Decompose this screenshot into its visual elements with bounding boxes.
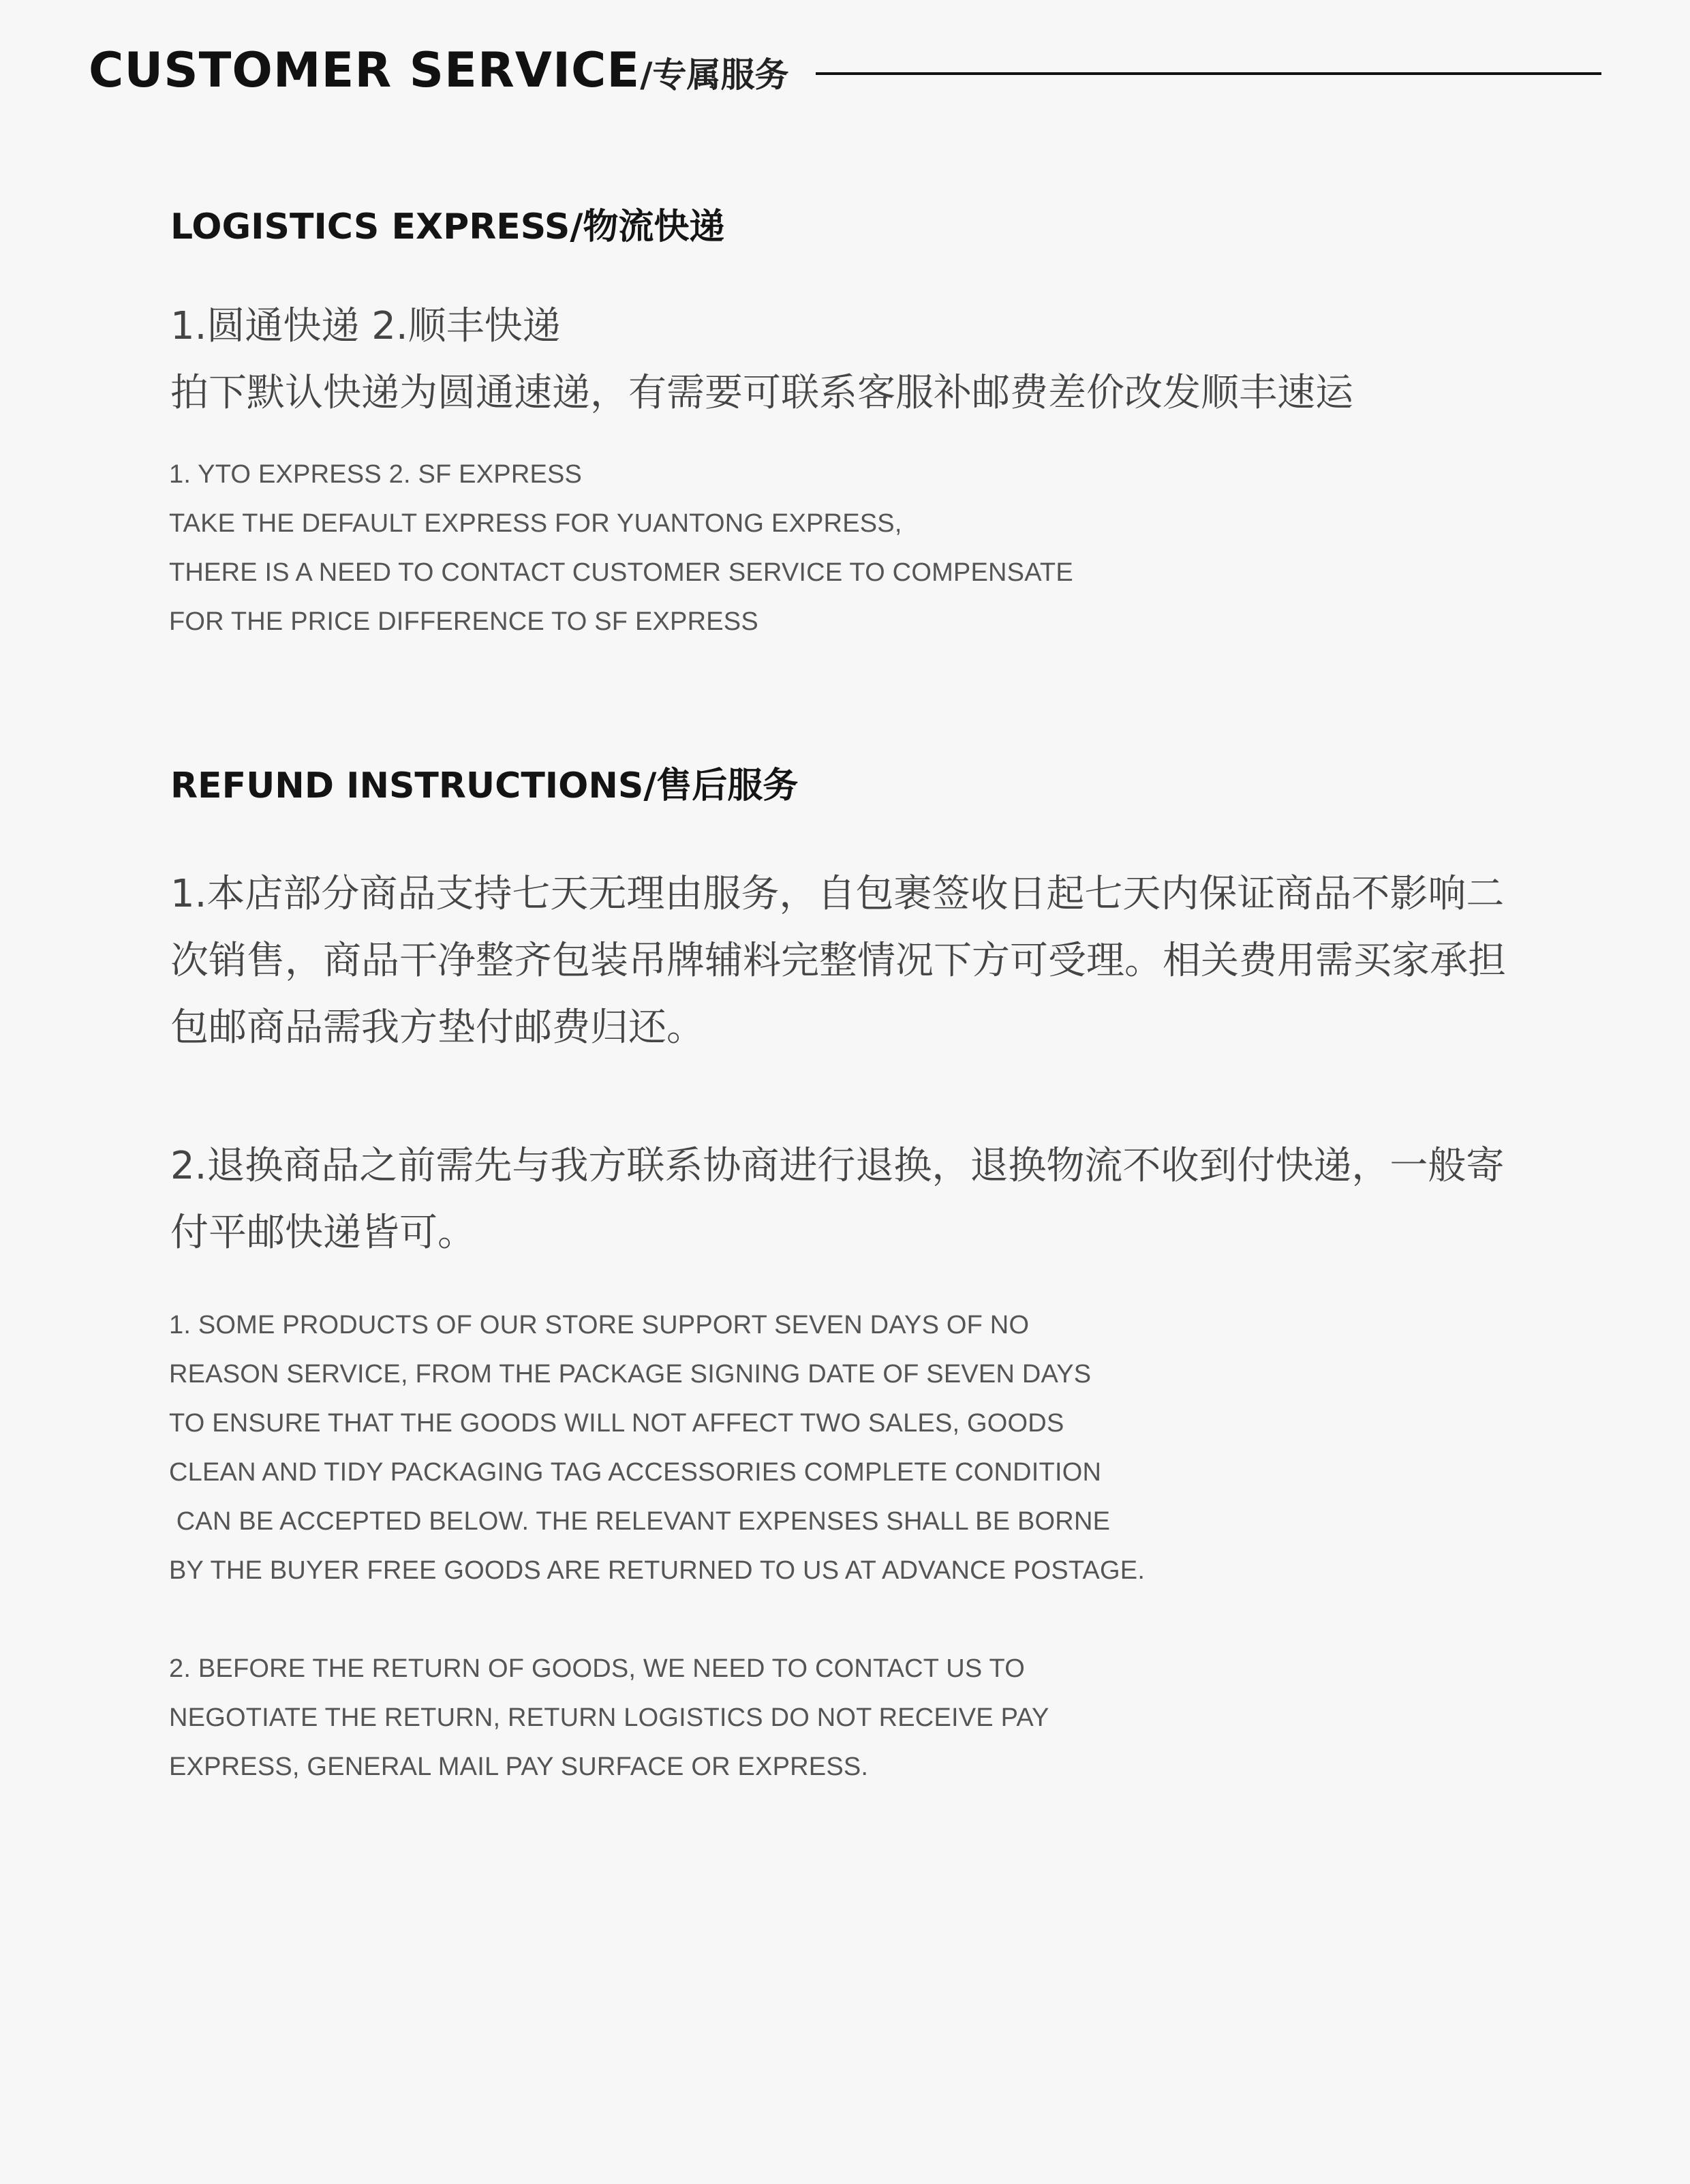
refund-en-line: REASON SERVICE, FROM THE PACKAGE SIGNING DATE OF SEVEN DAYS — [169, 1360, 1092, 1389]
refund-cn-line: 2.退换商品之前需先与我方联系协商进行退换，退换物流不收到付快递，一般寄 — [170, 1144, 1505, 1188]
page-title-cn: /专属服务 — [640, 55, 789, 95]
refund-heading-cn: /售后服务 — [643, 765, 799, 806]
logistics-en-line: FOR THE PRICE DIFFERENCE TO SF EXPRESS — [169, 607, 758, 636]
refund-en-line: CLEAN AND TIDY PACKAGING TAG ACCESSORIES COMPLETE CONDITION — [169, 1458, 1102, 1487]
logistics-en-line: TAKE THE DEFAULT EXPRESS FOR YUANTONG EXPRESS, — [169, 509, 902, 538]
logistics-en-line: THERE IS A NEED TO CONTACT CUSTOMER SERVICE TO COMPENSATE — [169, 558, 1073, 587]
refund-en-line: EXPRESS, GENERAL MAIL PAY SURFACE OR EXPRESS. — [169, 1753, 869, 1781]
page-title — [89, 42, 788, 98]
refund-heading — [170, 757, 798, 808]
logistics-en-text — [169, 450, 1073, 646]
logistics-heading-cn: /物流快递 — [570, 207, 725, 247]
refund-heading-en: REFUND INSTRUCTIONS — [170, 765, 644, 806]
refund-cn-paragraph-2 — [170, 1133, 1504, 1267]
refund-cn-line: 次销售，商品干净整齐包装吊牌辅料完整情况下方可受理。相关费用需买家承担 — [170, 939, 1506, 983]
logistics-cn-line: 拍下默认快递为圆通速递，有需要可联系客服补邮费差价改发顺丰速运 — [170, 371, 1353, 415]
page-title-en: CUSTOMER SERVICE — [89, 42, 641, 98]
logistics-heading — [170, 198, 724, 249]
refund-en-paragraph-2 — [169, 1644, 1049, 1791]
refund-en-line: CAN BE ACCEPTED BELOW. THE RELEVANT EXPENSES SHALL BE BORNE — [169, 1507, 1111, 1536]
refund-cn-line: 付平邮快递皆可。 — [170, 1211, 476, 1255]
logistics-cn-line: 1.圆通快递 2.顺丰快递 — [170, 304, 561, 348]
refund-en-paragraph-1 — [169, 1301, 1145, 1595]
refund-cn-line: 1.本店部分商品支持七天无理由服务，自包裹签收日起七天内保证商品不影响二 — [170, 872, 1505, 916]
refund-en-line: TO ENSURE THAT THE GOODS WILL NOT AFFECT TWO SALES, GOODS — [169, 1409, 1064, 1438]
page-header — [89, 33, 1601, 108]
refund-en-line: 2. BEFORE THE RETURN OF GOODS, WE NEED TO CONTACT US TO — [169, 1654, 1026, 1683]
header-divider — [816, 72, 1601, 75]
refund-cn-paragraph-1 — [170, 861, 1506, 1061]
refund-en-line: BY THE BUYER FREE GOODS ARE RETURNED TO US AT ADVANCE POSTAGE. — [169, 1556, 1146, 1585]
logistics-heading-en: LOGISTICS EXPRESS — [170, 207, 570, 247]
refund-en-line: 1. SOME PRODUCTS OF OUR STORE SUPPORT SEVEN DAYS OF NO — [169, 1311, 1030, 1339]
refund-cn-line: 包邮商品需我方垫付邮费归还。 — [170, 1005, 705, 1050]
refund-en-line: NEGOTIATE THE RETURN, RETURN LOGISTICS DO NOT RECEIVE PAY — [169, 1703, 1049, 1732]
logistics-en-line: 1. YTO EXPRESS 2. SF EXPRESS — [169, 460, 583, 489]
logistics-cn-text — [170, 293, 1353, 427]
